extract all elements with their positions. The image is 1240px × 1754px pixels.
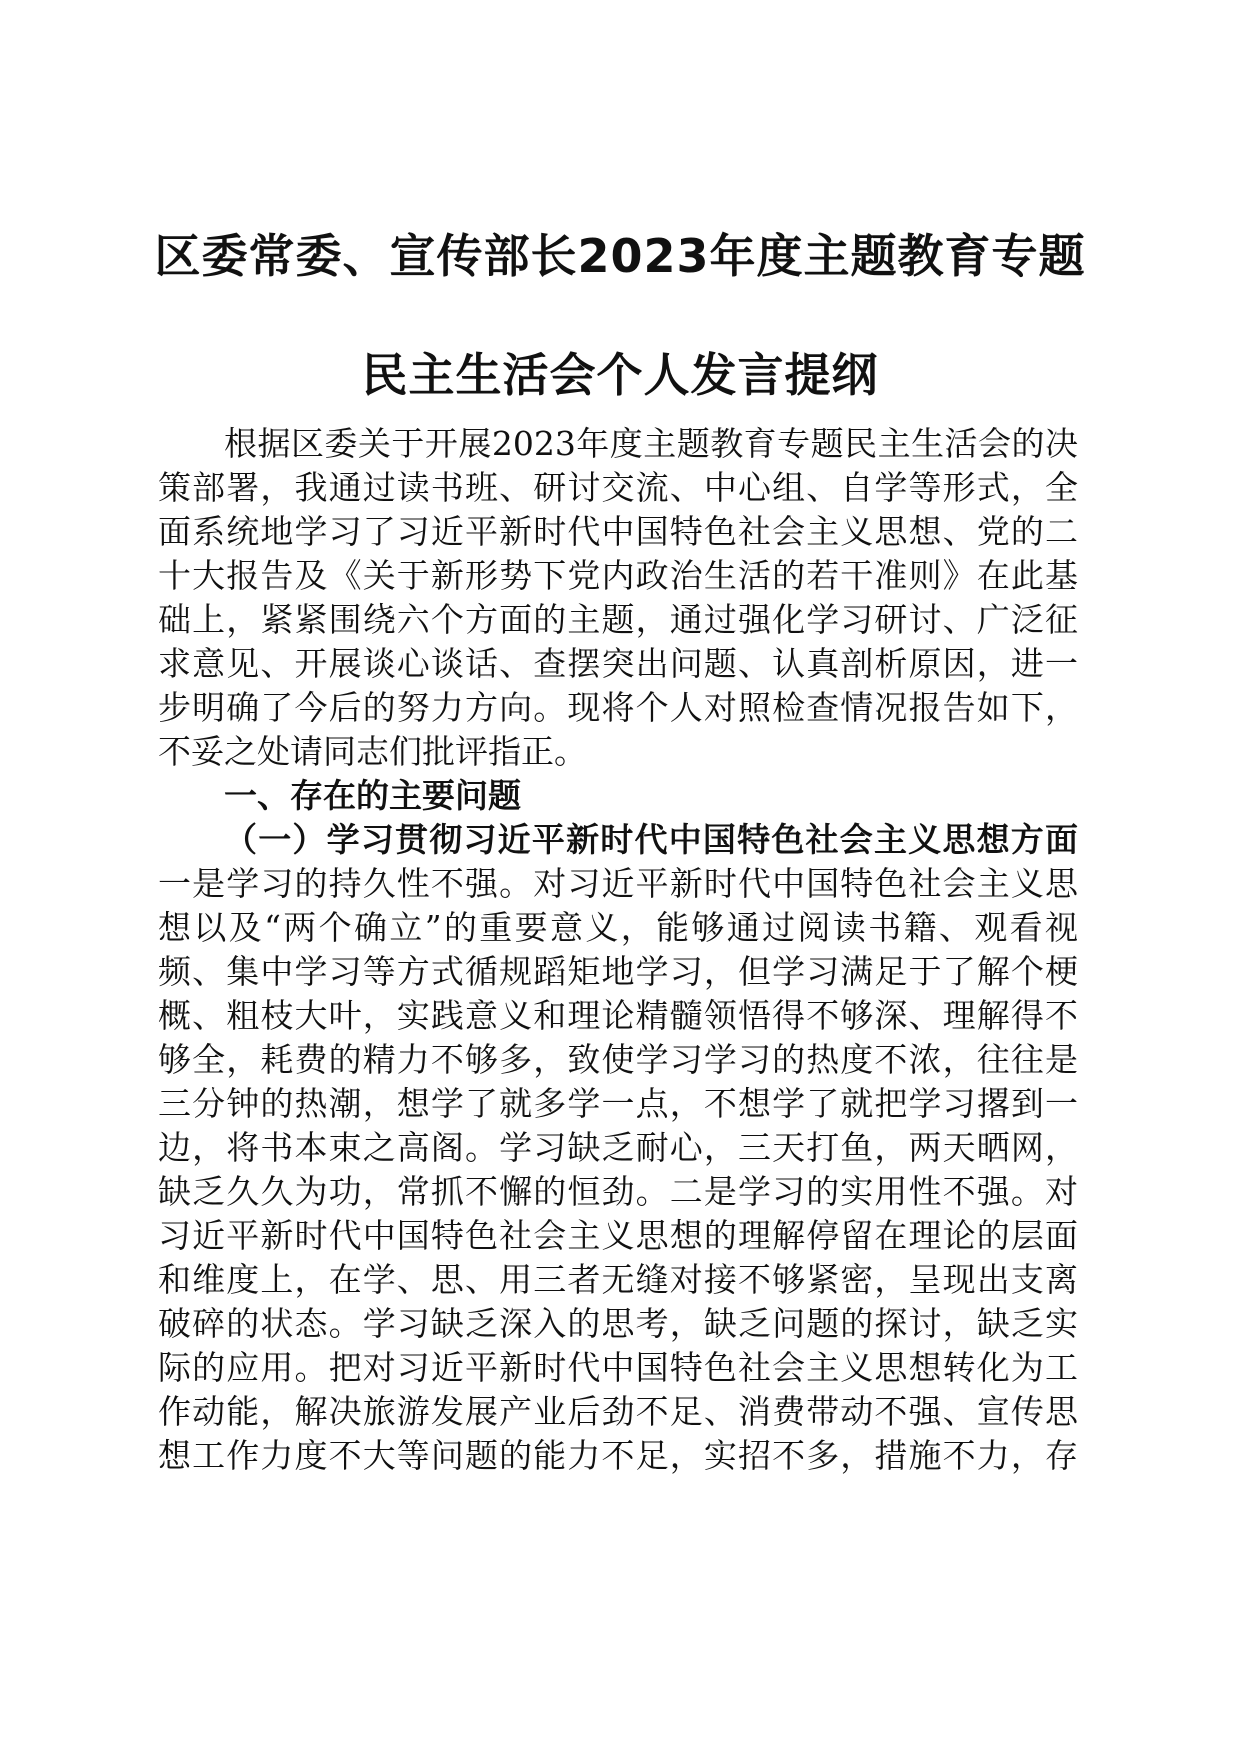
body-line: 破碎的状态。学习缺乏深入的思考，缺乏问题的探讨，缺乏实 <box>158 1304 1078 1343</box>
body-line: 频、集中学习等方式循规蹈矩地学习，但学习满足于了解个梗 <box>158 952 1078 991</box>
body-line: 作动能，解决旅游发展产业后劲不足、消费带动不强、宣传思 <box>158 1392 1078 1431</box>
section-1 <box>158 774 1078 1478</box>
body-line: 边，将书本束之高阁。学习缺乏耐心，三天打鱼，两天晒网， <box>158 1128 1078 1167</box>
intro-line: 求意见、开展谈心谈话、查摆突出问题、认真剖析原因，进一 <box>158 644 1078 683</box>
body-line: 习近平新时代中国特色社会主义思想的理解停留在理论的层面 <box>158 1216 1078 1255</box>
body-line: 和维度上，在学、思、用三者无缝对接不够紧密，呈现出支离 <box>158 1260 1078 1299</box>
intro-paragraph <box>158 422 1078 774</box>
body-line: 际的应用。把对习近平新时代中国特色社会主义思想转化为工 <box>158 1348 1078 1387</box>
intro-line: 策部署，我通过读书班、研讨交流、中心组、自学等形式，全 <box>158 468 1078 507</box>
body-line: 够全，耗费的精力不够多，致使学习学习的热度不浓，往往是 <box>158 1040 1078 1079</box>
intro-line: 十大报告及《关于新形势下党内政治生活的若干准则》在此基 <box>158 556 1078 595</box>
body-line: 想工作力度不大等问题的能力不足，实招不多，措施不力，存 <box>158 1436 1078 1475</box>
body-line: 三分钟的热潮，想学了就多学一点，不想学了就把学习撂到一 <box>158 1084 1078 1123</box>
intro-line: 不妥之处请同志们批评指正。 <box>158 732 587 771</box>
body-line: 缺乏久久为功，常抓不懈的恒劲。二是学习的实用性不强。对 <box>158 1172 1078 1211</box>
document-title-line-1: 区委常委、宣传部长2023年度主题教育专题 <box>154 229 1086 283</box>
body-line: 一是学习的持久性不强。对习近平新时代中国特色社会主义思 <box>158 864 1078 903</box>
subsection-heading: （一）学习贯彻习近平新时代中国特色社会主义思想方面 <box>224 820 1078 859</box>
body-line: 想以及“两个确立”的重要意义，能够通过阅读书籍、观看视 <box>158 908 1078 947</box>
body-line: 概、粗枝大叶，实践意义和理论精髓领悟得不够深、理解得不 <box>158 996 1078 1035</box>
intro-line: 面系统地学习了习近平新时代中国特色社会主义思想、党的二 <box>158 512 1078 551</box>
document-title-line-2: 民主生活会个人发言提纲 <box>361 348 879 402</box>
intro-line: 础上，紧紧围绕六个方面的主题，通过强化学习研讨、广泛征 <box>158 600 1078 639</box>
intro-line: 根据区委关于开展2023年度主题教育专题民主生活会的决 <box>224 424 1078 463</box>
section-heading: 一、存在的主要问题 <box>224 776 521 815</box>
intro-line: 步明确了今后的努力方向。现将个人对照检查情况报告如下， <box>158 688 1078 727</box>
